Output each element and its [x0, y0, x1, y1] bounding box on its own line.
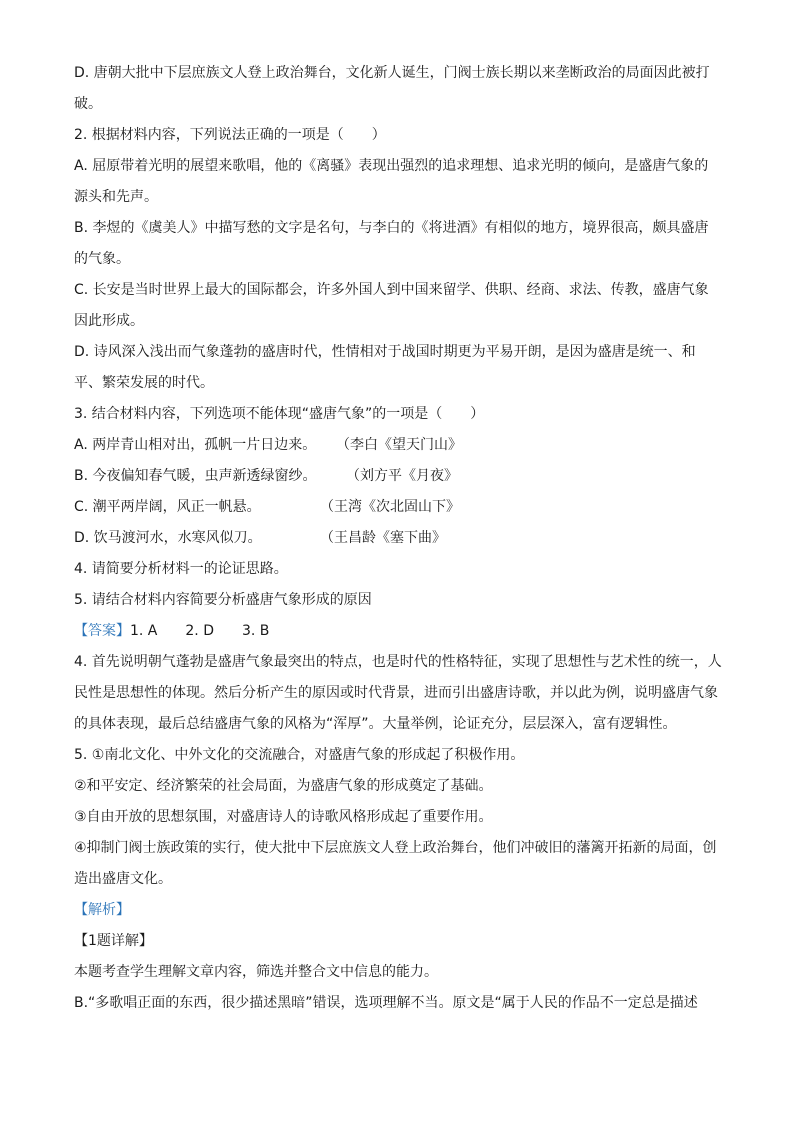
answer-text: 1. A 2. D 3. B [130, 623, 270, 639]
option-3a [74, 430, 724, 461]
answer-4-line: 民性是思想性的体现。然后分析产生的原因或时代背景，进而引出盛唐诗歌，并以此为例，说明盛唐气象 [74, 685, 718, 701]
answer-4-line: 的具体表现，最后总结盛唐气象的风格为“浑厚”。大量举例，论证充分，层层深入，富有逻辑性。 [74, 716, 677, 732]
text-line: 的气象。 [74, 251, 130, 267]
answer-5-line: ③自由开放的思想氛围，对盛唐诗人的诗歌风格形成起了重要作用。 [74, 809, 493, 825]
text-line: 平、繁荣发展的时代。 [74, 375, 214, 391]
option-3c [74, 492, 724, 523]
question-2: 2. 根据材料内容，下列说法正确的一项是（ ） [74, 127, 386, 143]
option-2a: A. 屈原带着光明的展望来歌唱，他的《离骚》表现出强烈的追求理想、追求光明的倾向，是盛唐气象的 [74, 158, 709, 174]
answer-line [74, 616, 724, 647]
text-line: 源头和先声。 [74, 189, 158, 205]
answer-5-line: 5. ①南北文化、中外文化的交流融合，对盛唐气象的形成起了积极作用。 [74, 747, 525, 763]
option-text: B. 今夜偏知春气暖，虫声新透绿窗纱。 [74, 468, 317, 484]
document-page [74, 58, 724, 1019]
question-4: 4. 请简要分析材料一的论证思路。 [74, 561, 288, 577]
text-line: 破。 [74, 96, 102, 112]
option-cite: （李白《望天门山》 [336, 437, 462, 453]
answer-5-line: ④抑制门阀士族政策的实行，使大批中下层庶族文人登上政治舞台，他们冲破旧的藩篱开拓新的局面，创 [74, 840, 717, 856]
option-cite: （刘方平《月夜》 [346, 468, 458, 484]
analysis-label: 【解析】 [74, 902, 130, 918]
option-2c: C. 长安是当时世界上最大的国际都会，许多外国人到中国来留学、供职、经商、求法、传教，盛唐气象 [74, 282, 709, 298]
question-3: 3. 结合材料内容，下列选项不能体现“盛唐气象”的一项是（ ） [74, 406, 485, 422]
option-3b [74, 461, 724, 492]
analysis-line: B.“多歌唱正面的东西，很少描述黑暗”错误，选项理解不当。原文是“属于人民的作品不一定总是描述 [74, 995, 698, 1011]
answer-5-line: ②和平安定、经济繁荣的社会局面，为盛唐气象的形成奠定了基础。 [74, 778, 493, 794]
option-cite: （王昌龄《塞下曲》 [320, 530, 446, 546]
text-line: 因此形成。 [74, 313, 144, 329]
option-cite: （王湾《次北固山下》 [320, 499, 460, 515]
answer-4-line: 4. 首先说明朝气蓬勃是盛唐气象最突出的特点，也是时代的性格特征，实现了思想性与艺术性的统一，人 [74, 654, 722, 670]
answer-5-line: 造出盛唐文化。 [74, 871, 172, 887]
option-2b: B. 李煜的《虞美人》中描写愁的文字是名句，与李白的《将进酒》有相似的地方，境界很高，颇具盛唐 [74, 220, 709, 236]
analysis-line: 本题考查学生理解文章内容，筛选并整合文中信息的能力。 [74, 964, 438, 980]
option-2d: D. 诗风深入浅出而气象蓬勃的盛唐时代，性情相对于战国时期更为平易开朗，是因为盛唐是统一、和 [74, 344, 696, 360]
answer-label: 【答案】 [74, 623, 130, 639]
text-line: D. 唐朝大批中下层庶族文人登上政治舞台，文化新人诞生，门阀士族长期以来垄断政治的局面因此被打 [74, 65, 710, 81]
option-text: D. 饮马渡河水，水寒风似刀。 [74, 530, 262, 546]
question-5: 5. 请结合材料内容简要分析盛唐气象形成的原因 [74, 592, 372, 608]
option-text: C. 潮平两岸阔，风正一帆悬。 [74, 499, 261, 515]
option-3d [74, 523, 724, 554]
option-text: A. 两岸青山相对出，孤帆一片日边来。 [74, 437, 317, 453]
detail-label: 【1题详解】 [74, 933, 153, 949]
